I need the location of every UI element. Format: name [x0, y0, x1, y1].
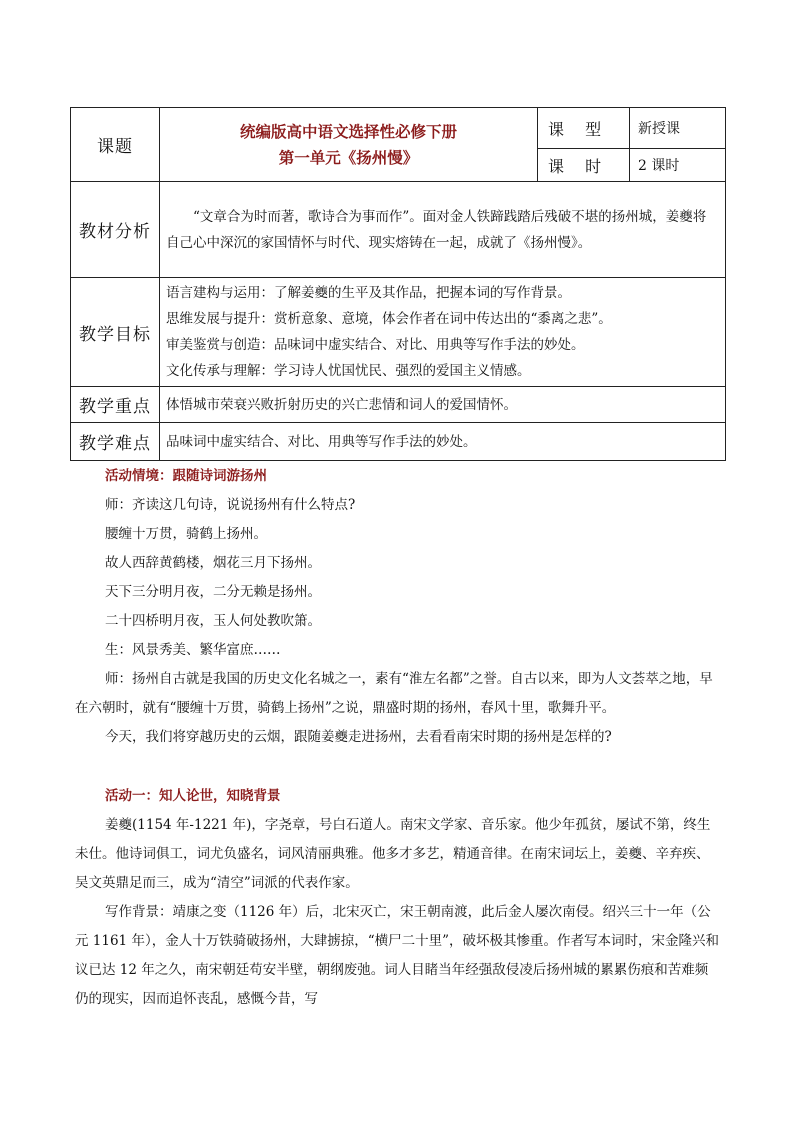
- lesson-title-line1: 统编版高中语文选择性必修下册: [239, 121, 457, 141]
- difficult-content: 品味词中虚实结合、对比、用典等写作手法的妙处。: [160, 423, 726, 461]
- heading-intro: 活动情境：跟随诗词游扬州: [105, 468, 267, 484]
- intro-line: 师：齐读这几句诗，说说扬州有什么特点?: [105, 497, 356, 513]
- difficult-label: 教学难点: [71, 423, 160, 461]
- intro-line: 故人西辞黄鹤楼，烟花三月下扬州。: [105, 555, 321, 571]
- hours-label: 课 时: [538, 149, 630, 182]
- analysis-content: [160, 182, 726, 278]
- analysis-text: “文章合为时而著，歌诗合为事而作”。面对金人铁蹄践踏后残破不堪的扬州城，姜夔将自己心中深沉的家国情怀与时代、现实熔铸在一起，成就了《扬州慢》。: [166, 208, 707, 251]
- topic-label: 课题: [71, 108, 160, 182]
- bio-paragraph: 姜夔(1154 年-1221 年)，字尧章，号白石道人。南宋文学家、音乐家。他少年孤贫，屡试不第，终生未仕。他诗词俱工，词尤负盛名，词风清丽典雅。他多才多艺，精通音律。在南宋词坛上，姜夔、辛弃疾、吴文英鼎足而三，成为“清空”词派的代表作家。: [75, 817, 711, 891]
- goal-item: 语言建构与运用：了解姜夔的生平及其作品，把握本词的写作背景。: [166, 285, 571, 301]
- type-value: 新授课: [630, 108, 726, 149]
- intro-line: 天下三分明月夜，二分无赖是扬州。: [105, 584, 321, 600]
- goal-item: 思维发展与提升：赏析意象、意境，体会作者在词中传达出的“黍离之悲”。: [166, 311, 612, 327]
- intro-line: 二十四桥明月夜，玉人何处教吹箫。: [105, 613, 321, 629]
- spacer: [105, 752, 720, 782]
- intro-line: 腰缠十万贯，骑鹤上扬州。: [105, 526, 267, 542]
- key-content: 体悟城市荣衰兴败折射历史的兴亡悲情和词人的爱国情怀。: [160, 387, 726, 423]
- teacher-paragraph: 师：扬州自古就是我国的历史文化名城之一，素有“淮左名都”之誉。自古以来，即为人文荟萃之地，早在六朝时，就有“腰缠十万贯，骑鹤上扬州”之说，鼎盛时期的扬州，春风十里，歌舞升平。: [75, 671, 713, 716]
- lesson-plan-table: [70, 107, 726, 461]
- intro-line: 生：风景秀美、繁华富庶……: [105, 642, 281, 658]
- heading-activity-one: 活动一：知人论世，知晓背景: [105, 788, 281, 804]
- today-paragraph: 今天，我们将穿越历史的云烟，跟随姜夔走进扬州，去看看南宋时期的扬州是怎样的?: [105, 729, 612, 745]
- goal-item: 文化传承与理解：学习诗人忧国忧民、强烈的爱国主义情感。: [166, 363, 531, 379]
- hours-value: 2 课时: [630, 149, 726, 182]
- lesson-body: [75, 462, 720, 1014]
- lesson-title-line2: 第一单元《扬州慢》: [278, 147, 419, 167]
- analysis-label: 教材分析: [71, 182, 160, 278]
- goals-content: [160, 278, 726, 387]
- lesson-title: [160, 108, 538, 182]
- background-paragraph: 写作背景：靖康之变（1126 年）后，北宋灭亡，宋王朝南渡，此后金人屡次南侵。绍兴三十一年（公元 1161 年），金人十万铁骑破扬州，大肆掳掠，“横尸二十里”，破坏极其惨重。作者写本词时，宋金隆兴和议已达 12 年之久，南宋朝廷苟安半壁，朝纲废弛。词人目睹当年经强敌侵凌后扬州城的累累伤痕和苦难频仍的现实，因而追怀丧乱，感慨今昔，写: [75, 904, 719, 1007]
- goal-item: 审美鉴赏与创造：品味词中虚实结合、对比、用典等写作手法的妙处。: [166, 337, 585, 353]
- key-label: 教学重点: [71, 387, 160, 423]
- goals-label: 教学目标: [71, 278, 160, 387]
- type-label: 课 型: [538, 108, 630, 149]
